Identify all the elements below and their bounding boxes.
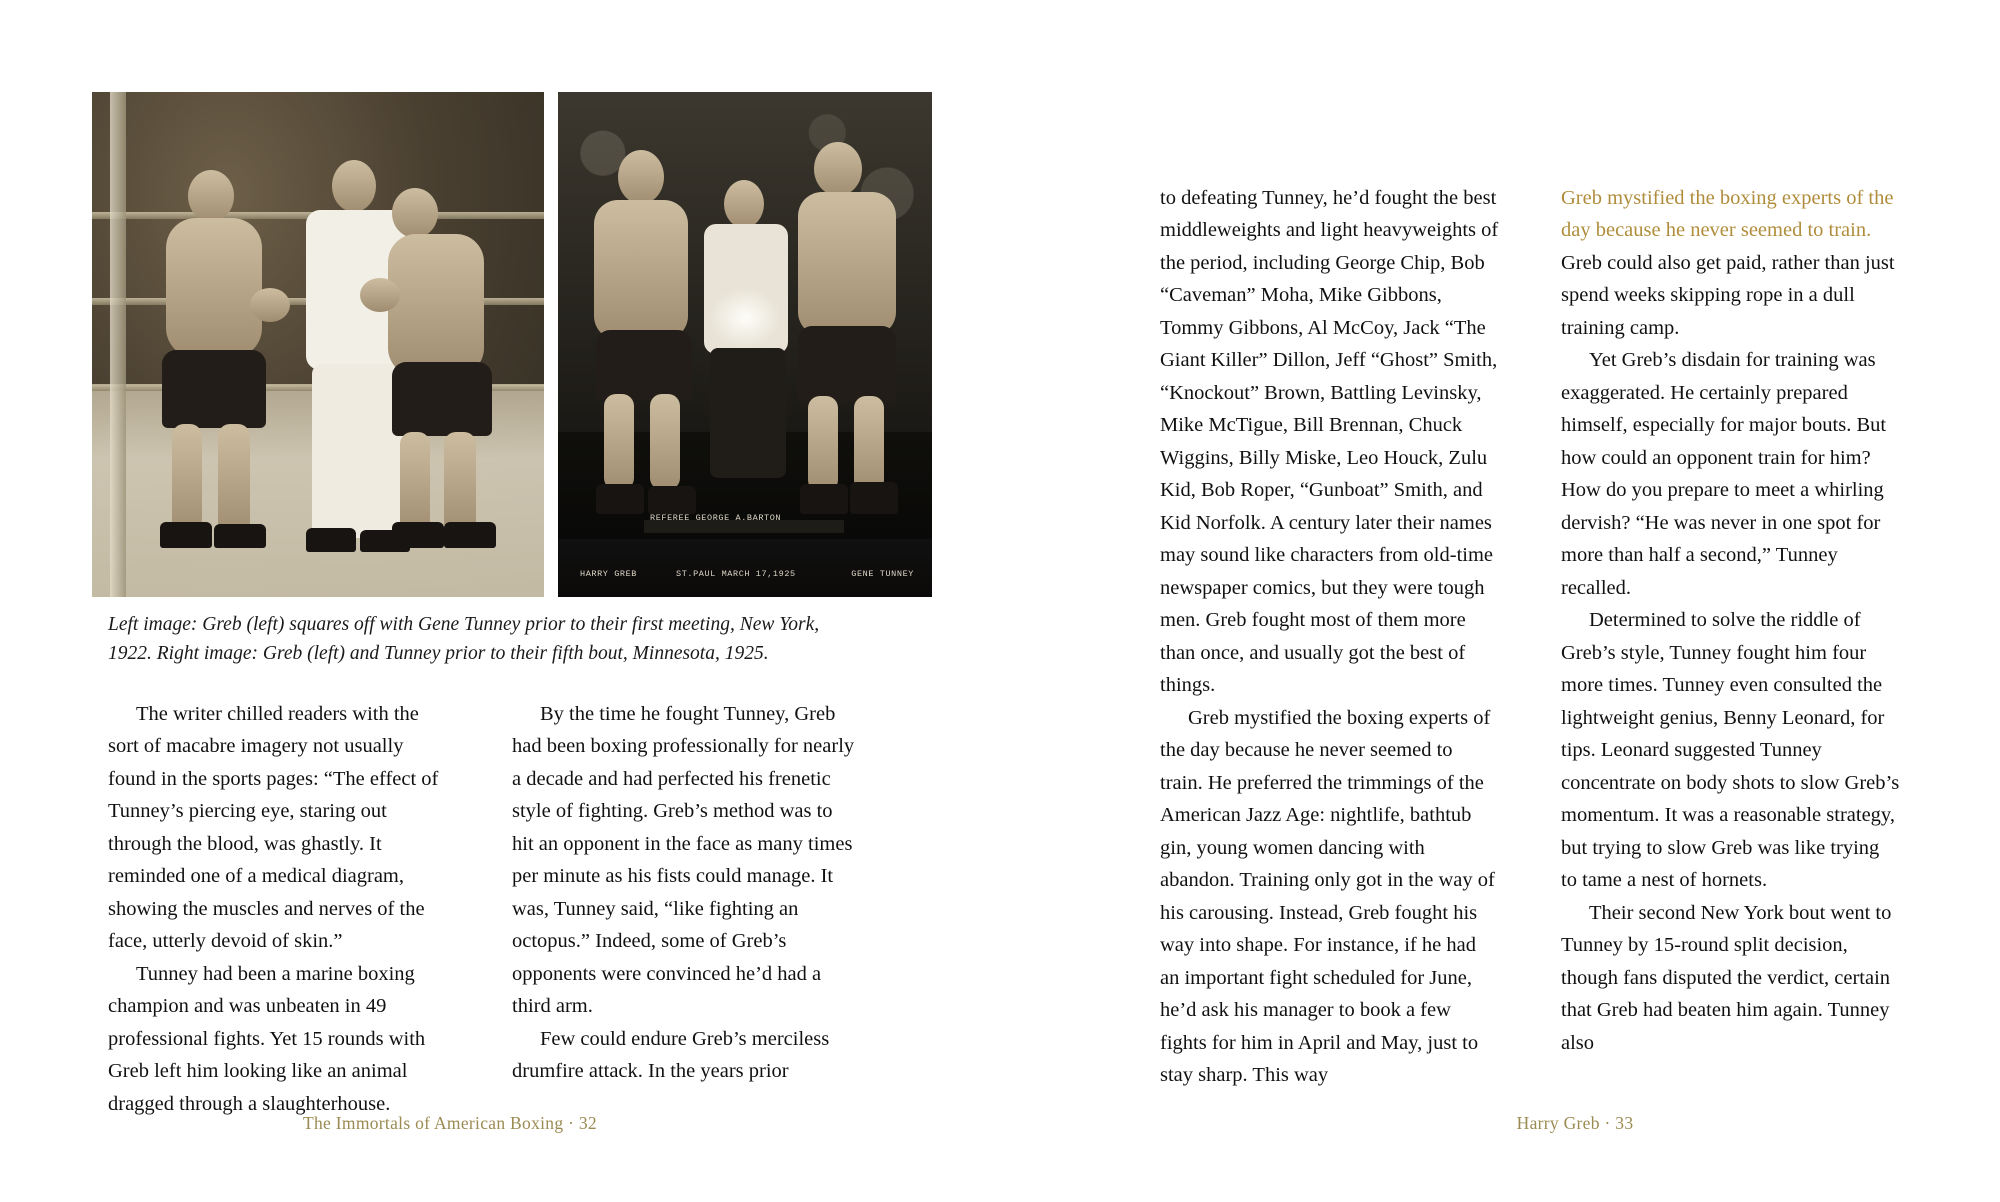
greb-head — [618, 150, 664, 204]
referee-head — [724, 180, 764, 228]
boxer-right-glove — [360, 278, 400, 312]
boxer-left-head — [188, 170, 234, 222]
paragraph: By the time he fought Tunney, Greb had been boxing professionally for nearly a decade and had perfected his frenetic style of fighting. Greb’s method was to hit an opponent in the face as many times per minute as his fists could manage. It was, Tunney said, “like fighting an octopus.” Indeed, some of Greb’s opponents were convinced he’d had a third arm. — [512, 703, 855, 1018]
photo-inscription-left-boxer: HARRY GREB — [580, 569, 638, 579]
left-column-2 — [512, 698, 856, 1120]
paragraph: Greb mystified the boxing experts of the day because he never seemed to train. He preferred the trimmings of the American Jazz Age: nightlife, bathtub gin, young women dancing with abandon. Training only got in the way of his carousing. Instead, Greb fought his way into shape. For instance, if he had an important fight scheduled for June, he’d ask his manager to book a few fights for him in April and May, just to stay sharp. This way — [1160, 706, 1495, 1087]
tunney-shoe-2 — [850, 482, 898, 514]
left-column-1 — [108, 698, 452, 1120]
greb-trunks — [596, 330, 692, 400]
greb-shoe-1 — [596, 484, 644, 514]
boxer-left-leg-1 — [172, 424, 202, 534]
photo-inscription-referee: REFEREE GEORGE A.BARTON — [650, 513, 782, 523]
boxer-right-trunks — [392, 362, 492, 436]
paragraph: Tunney had been a marine boxing champion and was unbeaten in 49 professional fights. Yet 15 rounds with Greb left him looking like an animal dragged through a slaughterhouse. — [108, 962, 426, 1115]
right-page — [1000, 0, 2000, 1202]
boxer-right-leg-1 — [400, 432, 430, 534]
photo-inscription-right-boxer: GENE TUNNEY — [851, 569, 914, 579]
boxer-left-shoe-2 — [214, 524, 266, 548]
paragraph: Yet Greb’s disdain for training was exaggerated. He certainly prepared himself, especially for major bouts. But how could an opponent train for him? How do you prepare to meet a whirling dervish? “He was never in one spot for more than half a second,” Tunney recalled. — [1561, 349, 1887, 599]
greb-torso — [594, 200, 688, 340]
photo-flash-glare — [708, 287, 782, 349]
boxer-right-leg-2 — [444, 432, 476, 534]
paragraph: to defeating Tunney, he’d fought the best middleweights and light heavyweights of the period, including George Chip, Bob “Caveman” Moha, Mike Gibbons, Tommy Gibbons, Al McCoy, Jack “The Giant Killer” Dillon, Jeff “Ghost” Smith, “Knockout” Brown, Battling Levinsky, Mike McTigue, Bill Brennan, Chuck Wiggins, Billy Miske, Leo Houck, Zulu Kid, Bob Roper, “Gunboat” Smith, and Kid Norfolk. A century later their names may sound like characters from old-time newspaper comics, but they were tough men. Greb fought most of them more than once, and usually got the best of things. — [1160, 187, 1499, 697]
boxer-left-shoe-1 — [160, 522, 212, 548]
greb-leg-2 — [650, 394, 680, 490]
referee-head — [332, 160, 376, 212]
right-page-body — [1160, 182, 1900, 1092]
folio-right: Harry Greb · 33 — [1516, 1113, 1634, 1133]
paragraph: Their second New York bout went to Tunney by 15-round split decision, though fans disputed the verdict, certain that Greb had beaten him again. Tunney also — [1561, 901, 1892, 1054]
left-page-body — [108, 698, 856, 1120]
referee-shoe-1 — [306, 528, 356, 552]
tunney-shoe-1 — [800, 484, 848, 514]
paragraph: The writer chilled readers with the sort of macabre imagery not usually found in the sports pages: “The effect of Tunney’s piercing eye, staring out through the blood, was ghastly. It reminded one of a medical diagram, showing the muscles and nerves of the face, utterly devoid of skin.” — [108, 703, 439, 953]
greb-tunney-first-meeting-photo — [92, 92, 544, 597]
folio-left: The Immortals of American Boxing · 32 — [303, 1113, 597, 1133]
paragraph: Few could endure Greb’s merciless drumfire attack. In the years prior — [512, 1027, 830, 1083]
figure-caption: Left image: Greb (left) squares off with Gene Tunney prior to their first meeting, New York, 1922. Right image: Greb (left) and Tunney prior to their fifth bout, Minnesota, 1925. — [108, 614, 820, 665]
right-column-2 — [1561, 182, 1900, 1092]
tunney-trunks — [798, 326, 896, 402]
boxer-right-torso — [388, 234, 484, 376]
boxer-right-shoe-2 — [444, 522, 496, 548]
greb-leg-1 — [604, 394, 634, 490]
right-column-1 — [1160, 182, 1499, 1092]
boxer-left-glove — [250, 288, 290, 322]
paragraph: Greb could also get paid, rather than just spend weeks skipping rope in a dull training camp. — [1561, 251, 1895, 339]
boxer-left-leg-2 — [218, 424, 250, 534]
referee-trousers — [710, 348, 786, 478]
tunney-leg-2 — [854, 396, 884, 492]
tunney-head — [814, 142, 862, 196]
greb-shoe-2 — [648, 486, 696, 514]
pull-quote: Greb mystified the boxing experts of the day because he never seemed to train. — [1561, 187, 1894, 242]
figure-photo-pair — [92, 92, 932, 597]
ring-post — [110, 92, 126, 597]
tunney-leg-1 — [808, 396, 838, 492]
boxer-right-head — [392, 188, 438, 238]
boxer-right-shoe-1 — [392, 522, 444, 548]
tunney-torso — [798, 192, 896, 336]
boxer-left-trunks — [162, 350, 266, 428]
greb-tunney-fifth-bout-photo — [558, 92, 932, 597]
boxer-left-torso — [166, 218, 262, 358]
paragraph: Determined to solve the riddle of Greb’s style, Tunney fought him four more times. Tunney even consulted the lightweight genius, Benny Leonard, for tips. Leonard suggested Tunney concentrate on body shots to slow Greb’s momentum. It was a reasonable strategy, but trying to slow Greb was like trying to tame a nest of hornets. — [1561, 609, 1900, 892]
photo-inscription-center: ST.PAUL MARCH 17,1925 — [676, 569, 796, 579]
photo-inscription-bar — [558, 539, 932, 597]
